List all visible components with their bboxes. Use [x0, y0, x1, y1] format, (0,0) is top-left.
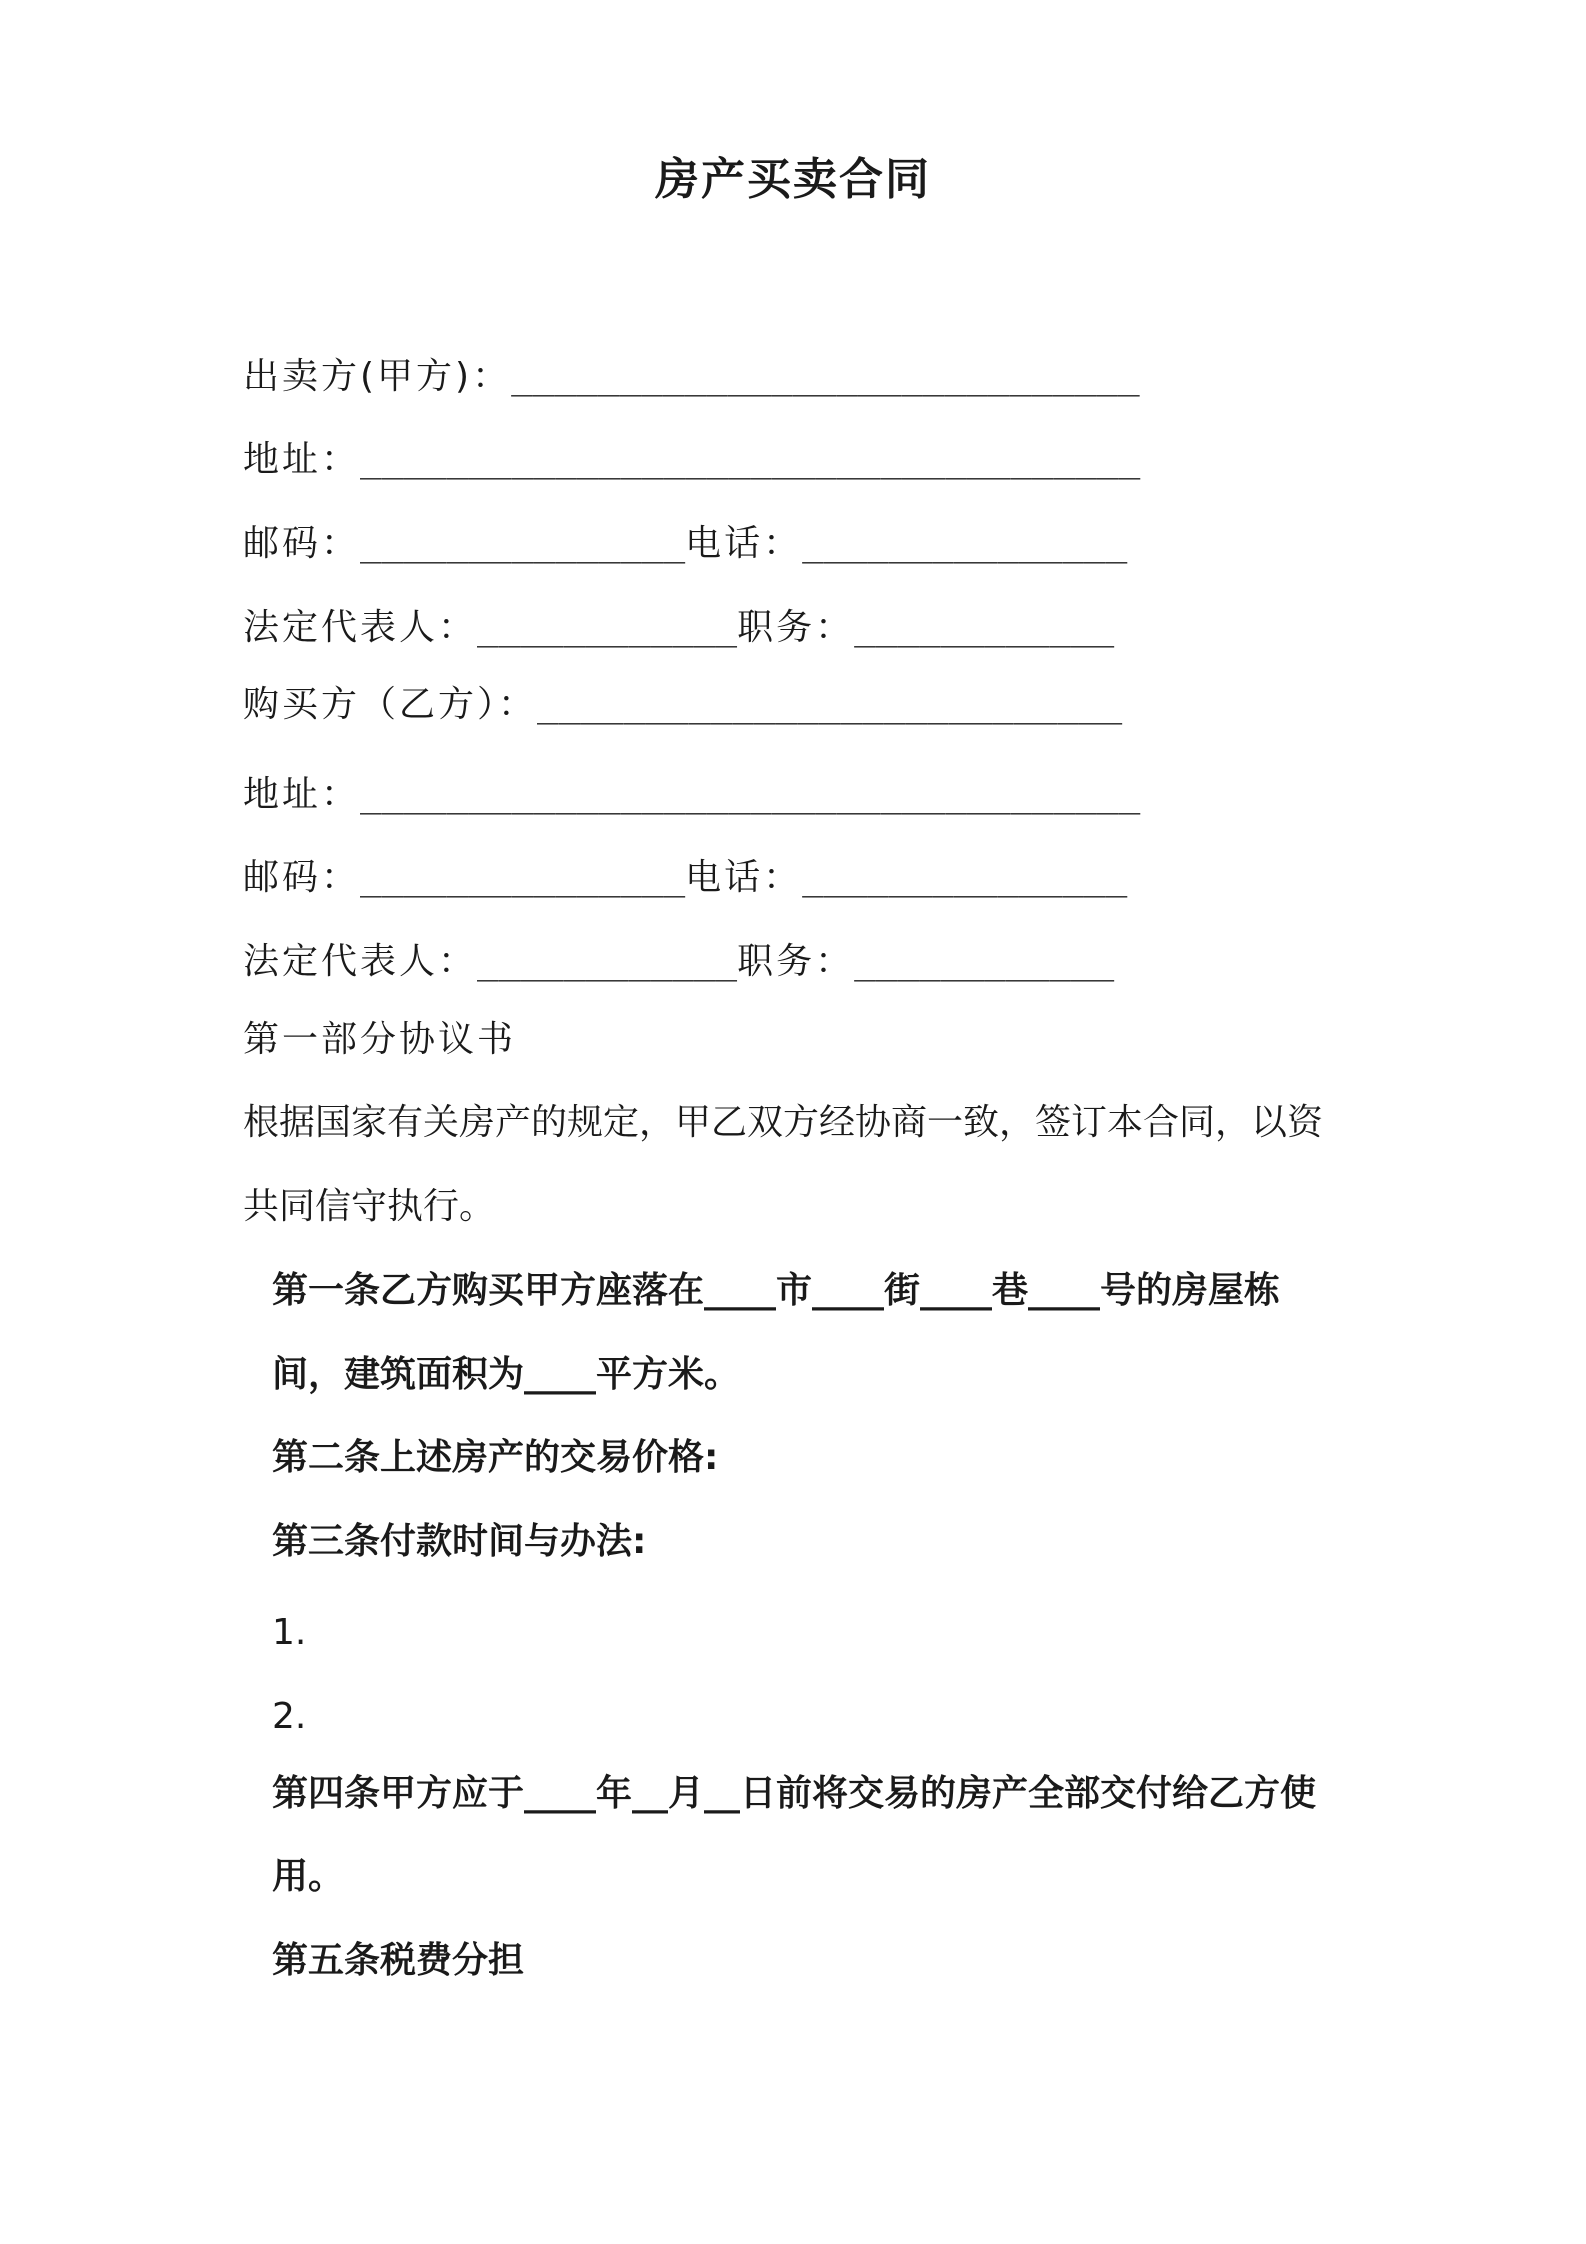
article-3: 第三条付款时间与办法:	[272, 1521, 647, 1562]
buyer-postcode-label: 邮码：	[243, 857, 361, 898]
article-4-line-1: 第四条甲方应于____年__月__日前将交易的房产全部交付给乙方使	[272, 1773, 1317, 1814]
intro-line-2: 共同信守执行。	[243, 1186, 496, 1227]
seller-postcode-line	[243, 519, 1127, 569]
intro-line-1: 根据国家有关房产的规定，甲乙双方经协商一致，签订本合同，以资	[243, 1102, 1324, 1143]
seller-label: 出卖方(甲方)：	[243, 356, 512, 397]
section-heading: 第一部分协议书	[243, 1019, 517, 1060]
buyer-label: 购买方（乙方）：	[243, 684, 538, 725]
buyer-phone-label: 电话：	[685, 857, 803, 898]
buyer-rep-blank: ____________	[477, 941, 738, 982]
seller-postcode-label: 邮码：	[243, 523, 361, 564]
buyer-address-blank: ____________________________________	[360, 774, 1141, 815]
article-2: 第二条上述房产的交易价格:	[272, 1437, 719, 1478]
seller-line	[243, 352, 1140, 402]
buyer-address-label: 地址：	[243, 774, 361, 815]
seller-position-label: 职务：	[737, 607, 855, 648]
buyer-rep-label: 法定代表人：	[243, 941, 478, 982]
buyer-rep-line	[243, 937, 1114, 987]
seller-address-label: 地址：	[243, 439, 361, 480]
seller-phone-label: 电话：	[685, 523, 803, 564]
article-4-line-2: 用。	[272, 1856, 345, 1897]
seller-rep-label: 法定代表人：	[243, 607, 478, 648]
article-5: 第五条税费分担	[272, 1940, 525, 1981]
seller-rep-line	[243, 603, 1114, 653]
seller-address-blank: ____________________________________	[360, 439, 1141, 480]
seller-blank: _____________________________	[511, 356, 1140, 397]
page-title: 房产买卖合同	[655, 154, 931, 205]
article-3-item-1: 1.	[272, 1612, 307, 1653]
buyer-postcode-blank: _______________	[360, 857, 686, 898]
seller-phone-blank: _______________	[802, 523, 1128, 564]
seller-postcode-blank: _______________	[360, 523, 686, 564]
buyer-phone-blank: _______________	[802, 857, 1128, 898]
buyer-line	[243, 680, 1122, 730]
buyer-postcode-line	[243, 853, 1127, 903]
seller-rep-blank: ____________	[477, 607, 738, 648]
buyer-blank: ___________________________	[537, 684, 1123, 725]
seller-address-line	[243, 435, 1140, 485]
buyer-position-label: 职务：	[737, 941, 855, 982]
buyer-position-blank: ____________	[854, 941, 1115, 982]
buyer-address-line	[243, 770, 1140, 820]
seller-position-blank: ____________	[854, 607, 1115, 648]
article-3-item-2: 2.	[272, 1696, 307, 1737]
article-1-line-1: 第一条乙方购买甲方座落在____市____街____巷____号的房屋栋	[272, 1270, 1281, 1311]
article-1-line-2: 间，建筑面积为____平方米。	[272, 1354, 741, 1395]
